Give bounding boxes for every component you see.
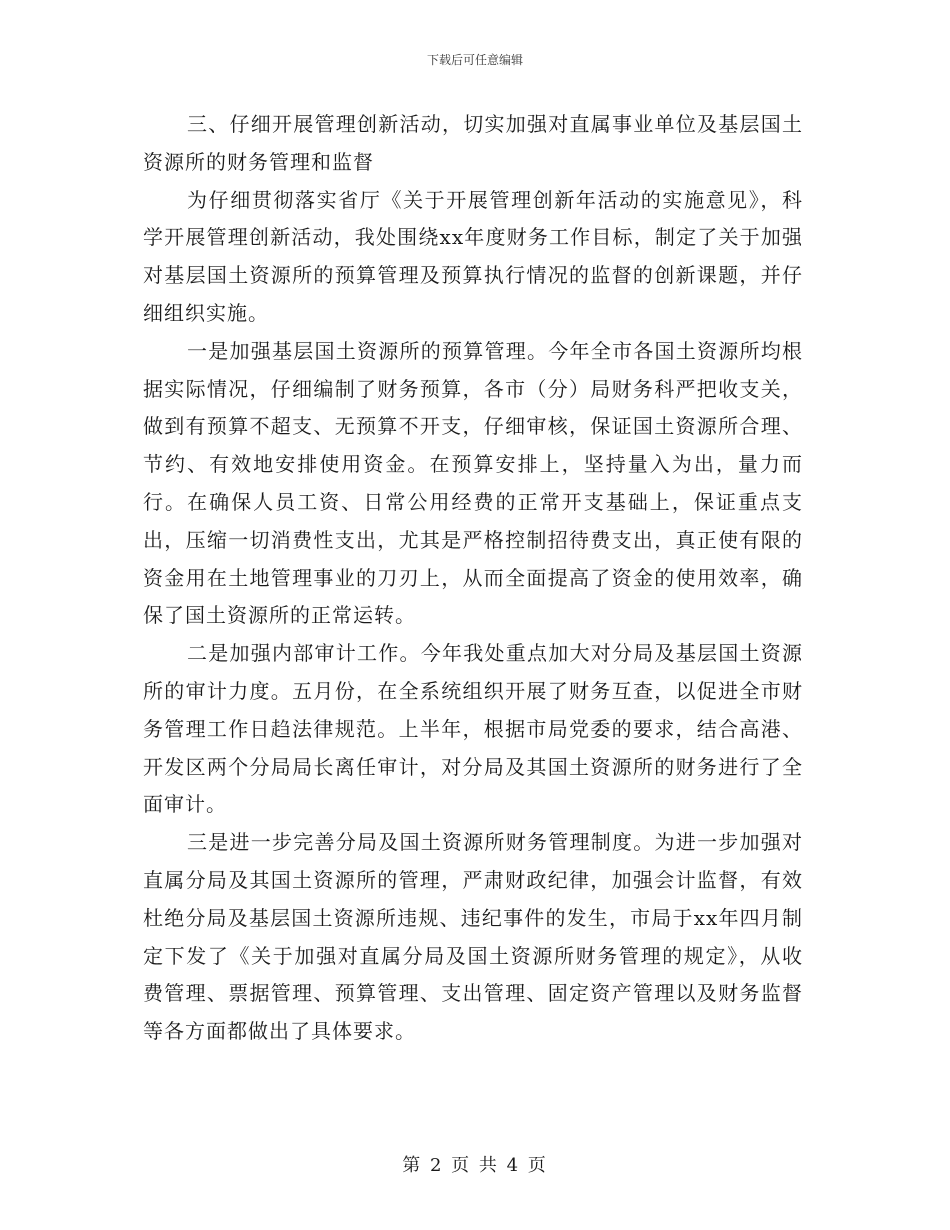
paragraph-budget-management: 一是加强基层国土资源所的预算管理。今年全市各国土资源所均根据实际情况，仔细编制了财务预算，各市（分）局财务科严把收支关，做到有预算不超支、无预算不开支，仔细审核，保证国土资源所合理、节约、有效地安排使用资金。在预算安排上，坚持量入为出，量力而行。在确保人员工资、日常公用经费的正常开支基础上，保证重点支出，压缩一切消费性支出，尤其是严格控制招待费支出，真正使有限的资金用在土地管理事业的刀刃上，从而全面提高了资金的使用效率，确保了国土资源所的正常运转。 — [143, 338, 803, 628]
paragraph-internal-audit: 二是加强内部审计工作。今年我处重点加大对分局及基层国土资源所的审计力度。五月份，在全系统组织开展了财务互查，以促进全市财务管理工作日趋法律规范。上半年，根据市局党委的要求，结合高港、开发区两个分局局长离任审计，对分局及其国土资源所的财务进行了全面审计。 — [143, 641, 803, 817]
document-body — [143, 106, 803, 1051]
paragraph-intro: 为仔细贯彻落实省厅《关于开展管理创新年活动的实施意见》，科学开展管理创新活动，我处围绕xx年度财务工作目标，制定了关于加强对基层国土资源所的预算管理及预算执行情况的监督的创新课题，并仔细组织实施。 — [143, 187, 803, 325]
paragraph-financial-regulations: 三是进一步完善分局及国土资源所财务管理制度。为进一步加强对直属分局及其国土资源所的管理，严肃财政纪律，加强会计监督，有效杜绝分局及基层国土资源所违规、违纪事件的发生，市局于xx年四月制定下发了《关于加强对直属分局及国土资源所财务管理的规定》，从收费管理、票据管理、预算管理、支出管理、固定资产管理以及财务监督等各方面都做出了具体要求。 — [143, 830, 803, 1044]
header-note: 下载后可任意编辑 — [426, 53, 523, 67]
page-number-footer: 第 2 页 共 4 页 — [402, 1155, 548, 1176]
section-heading: 三、仔细开展管理创新活动，切实加强对直属事业单位及基层国土资源所的财务管理和监督 — [143, 112, 803, 174]
